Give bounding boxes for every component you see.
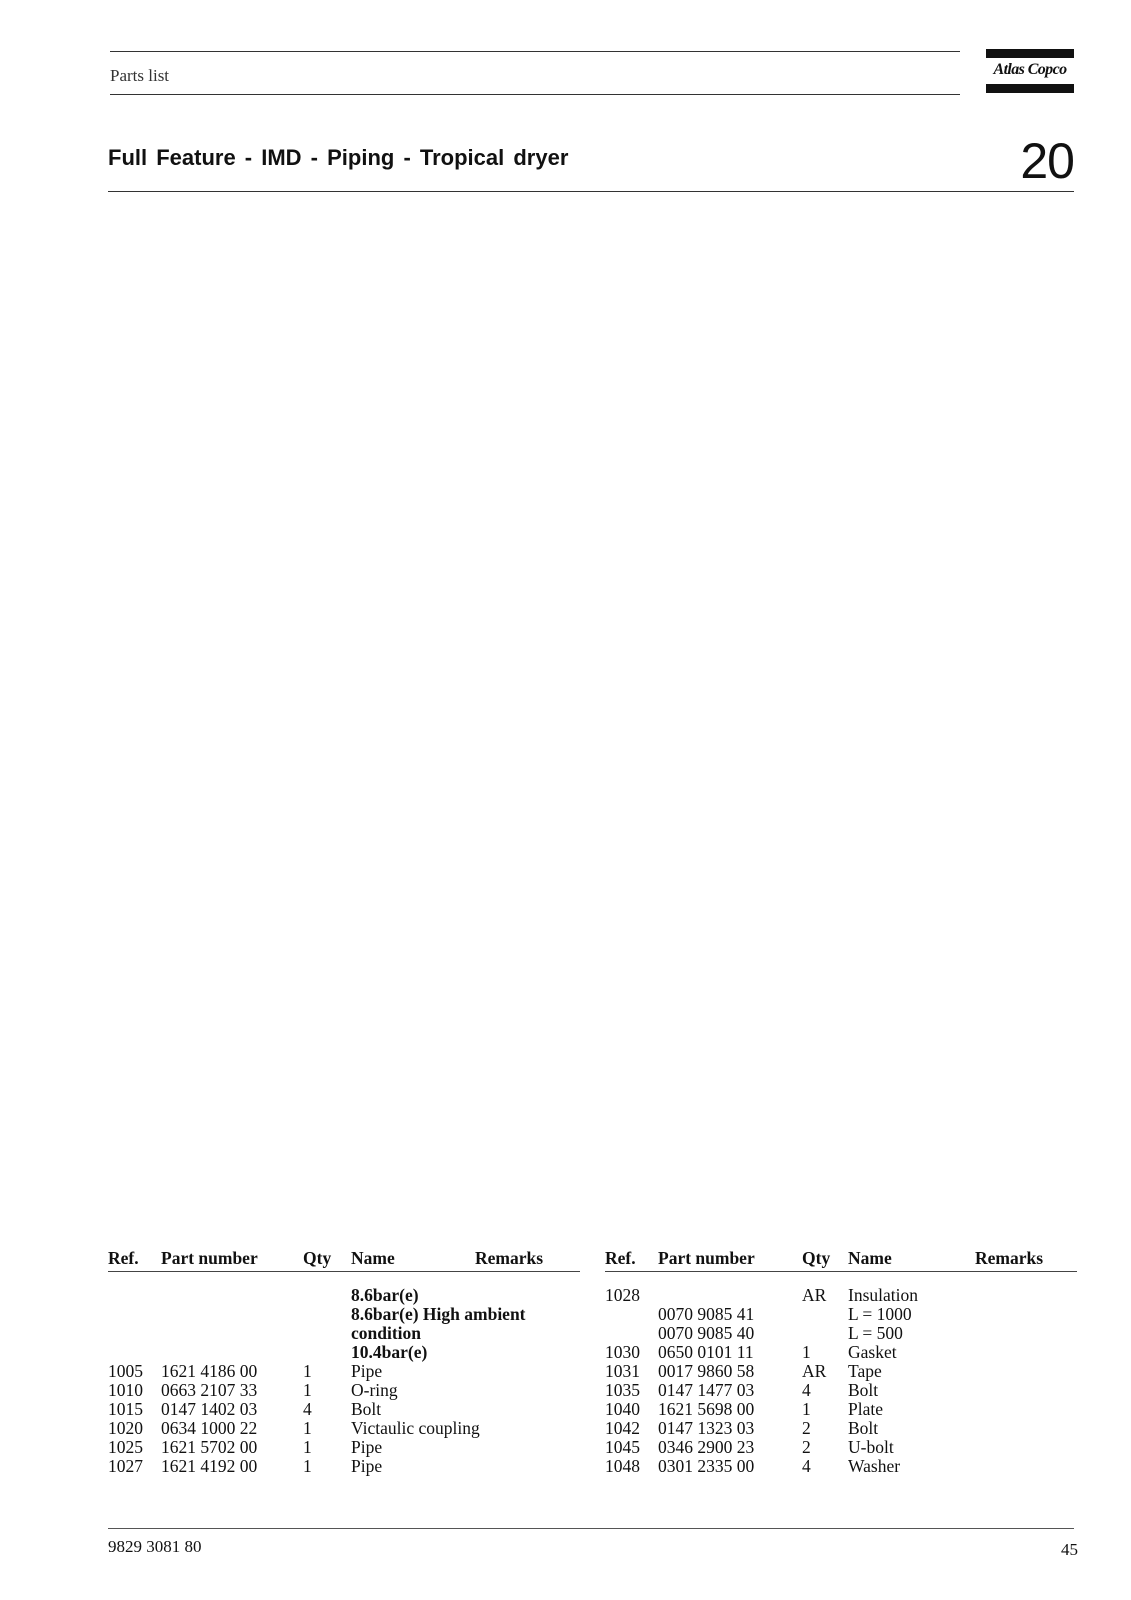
cell-name: 10.4bar(e) (351, 1342, 428, 1362)
cell-ref: 1030 (605, 1342, 640, 1362)
cell-name: 8.6bar(e) High ambient (351, 1304, 526, 1324)
cell-qty: 1 (303, 1380, 312, 1400)
header-name: Name (351, 1248, 395, 1268)
table-row (605, 1286, 1077, 1305)
logo-wordmark: Atlas Copco (993, 61, 1067, 78)
cell-name: 8.6bar(e) (351, 1285, 419, 1305)
table-row (605, 1457, 1077, 1476)
section-number: 20 (1020, 133, 1074, 189)
cell-ref: 1025 (108, 1437, 143, 1457)
cell-part-number: 0346 2900 23 (658, 1437, 755, 1457)
cell-ref: 1048 (605, 1456, 640, 1476)
table-row (108, 1381, 580, 1400)
table-body-right (605, 1286, 1077, 1476)
logo-top-bar (986, 49, 1074, 58)
cell-name: Victaulic coupling (351, 1418, 480, 1438)
header-part-number: Part number (161, 1248, 258, 1268)
cell-qty: 2 (802, 1418, 811, 1438)
cell-qty: 1 (303, 1361, 312, 1381)
header-qty: Qty (802, 1248, 831, 1268)
cell-name: U-bolt (848, 1437, 894, 1457)
header-bottom-rule (110, 94, 960, 95)
table-row (605, 1400, 1077, 1419)
table-row (108, 1305, 580, 1324)
logo-bottom-bar (986, 84, 1074, 93)
cell-name: Washer (848, 1456, 901, 1476)
cell-qty: 2 (802, 1437, 811, 1457)
cell-name: Bolt (351, 1399, 382, 1419)
header-ref: Ref. (108, 1248, 139, 1268)
table-row (108, 1343, 580, 1362)
cell-part-number: 0147 1477 03 (658, 1380, 755, 1400)
cell-ref: 1015 (108, 1399, 143, 1419)
cell-name: Tape (848, 1361, 882, 1381)
table-header-left (108, 1248, 580, 1272)
table-row (108, 1438, 580, 1457)
cell-name: L = 1000 (848, 1304, 912, 1324)
table-row (108, 1400, 580, 1419)
cell-qty: AR (802, 1285, 827, 1305)
footer-rule (108, 1528, 1074, 1529)
cell-ref: 1042 (605, 1418, 640, 1438)
table-row (108, 1457, 580, 1476)
cell-qty: 1 (303, 1456, 312, 1476)
cell-qty: 1 (802, 1342, 811, 1362)
table-row (108, 1286, 580, 1305)
cell-part-number: 1621 5702 00 (161, 1437, 258, 1457)
cell-ref: 1027 (108, 1456, 143, 1476)
cell-ref: 1035 (605, 1380, 640, 1400)
cell-name: condition (351, 1323, 422, 1343)
table-row (108, 1324, 580, 1343)
document-number: 9829 3081 80 (108, 1537, 202, 1556)
cell-ref: 1005 (108, 1361, 143, 1381)
table-row (605, 1305, 1077, 1324)
cell-part-number: 0663 2107 33 (161, 1380, 258, 1400)
header-part-number: Part number (658, 1248, 755, 1268)
cell-part-number: 0650 0101 11 (658, 1342, 754, 1362)
table-row (605, 1343, 1077, 1362)
cell-part-number: 1621 4192 00 (161, 1456, 258, 1476)
cell-ref: 1028 (605, 1285, 640, 1305)
header-qty: Qty (303, 1248, 332, 1268)
table-header-right (605, 1248, 1077, 1272)
header-remarks: Remarks (475, 1248, 544, 1268)
cell-qty: 4 (802, 1456, 811, 1476)
cell-name: Gasket (848, 1342, 897, 1362)
page-title: Full Feature - IMD - Piping - Tropical dryer (108, 145, 569, 170)
page-number: 45 (1061, 1540, 1078, 1559)
header-label: Parts list (110, 66, 170, 85)
cell-name: Pipe (351, 1437, 383, 1457)
cell-part-number: 0070 9085 41 (658, 1304, 755, 1324)
header-remarks: Remarks (975, 1248, 1044, 1268)
cell-name: Insulation (848, 1285, 918, 1305)
cell-part-number: 0017 9860 58 (658, 1361, 755, 1381)
atlas-copco-logo (986, 49, 1074, 93)
header-name: Name (848, 1248, 892, 1268)
cell-ref: 1045 (605, 1437, 640, 1457)
cell-name: Bolt (848, 1380, 879, 1400)
cell-qty: 4 (802, 1380, 811, 1400)
cell-name: Plate (848, 1399, 883, 1419)
cell-name: Pipe (351, 1456, 383, 1476)
cell-qty: 1 (303, 1437, 312, 1457)
cell-name: L = 500 (848, 1323, 903, 1343)
cell-part-number: 1621 4186 00 (161, 1361, 258, 1381)
table-row (605, 1381, 1077, 1400)
table-row (605, 1362, 1077, 1381)
parts-table-right (605, 1248, 1077, 1476)
parts-table-left (108, 1248, 580, 1476)
header-top-rule (110, 51, 960, 52)
table-row (108, 1362, 580, 1381)
cell-part-number: 0634 1000 22 (161, 1418, 258, 1438)
cell-ref: 1020 (108, 1418, 143, 1438)
cell-name: Pipe (351, 1361, 383, 1381)
table-body-left (108, 1286, 580, 1476)
table-row (605, 1419, 1077, 1438)
cell-part-number: 0147 1323 03 (658, 1418, 755, 1438)
table-row (605, 1438, 1077, 1457)
cell-qty: 4 (303, 1399, 312, 1419)
table-row (108, 1419, 580, 1438)
table-row (605, 1324, 1077, 1343)
cell-part-number: 0301 2335 00 (658, 1456, 755, 1476)
cell-ref: 1031 (605, 1361, 640, 1381)
cell-qty: 1 (303, 1418, 312, 1438)
cell-part-number: 0147 1402 03 (161, 1399, 258, 1419)
cell-name: Bolt (848, 1418, 879, 1438)
title-rule (108, 191, 1074, 192)
cell-ref: 1040 (605, 1399, 640, 1419)
cell-part-number: 0070 9085 40 (658, 1323, 755, 1343)
cell-ref: 1010 (108, 1380, 143, 1400)
cell-part-number: 1621 5698 00 (658, 1399, 755, 1419)
cell-qty: AR (802, 1361, 827, 1381)
header-ref: Ref. (605, 1248, 636, 1268)
cell-qty: 1 (802, 1399, 811, 1419)
cell-name: O-ring (351, 1380, 398, 1400)
